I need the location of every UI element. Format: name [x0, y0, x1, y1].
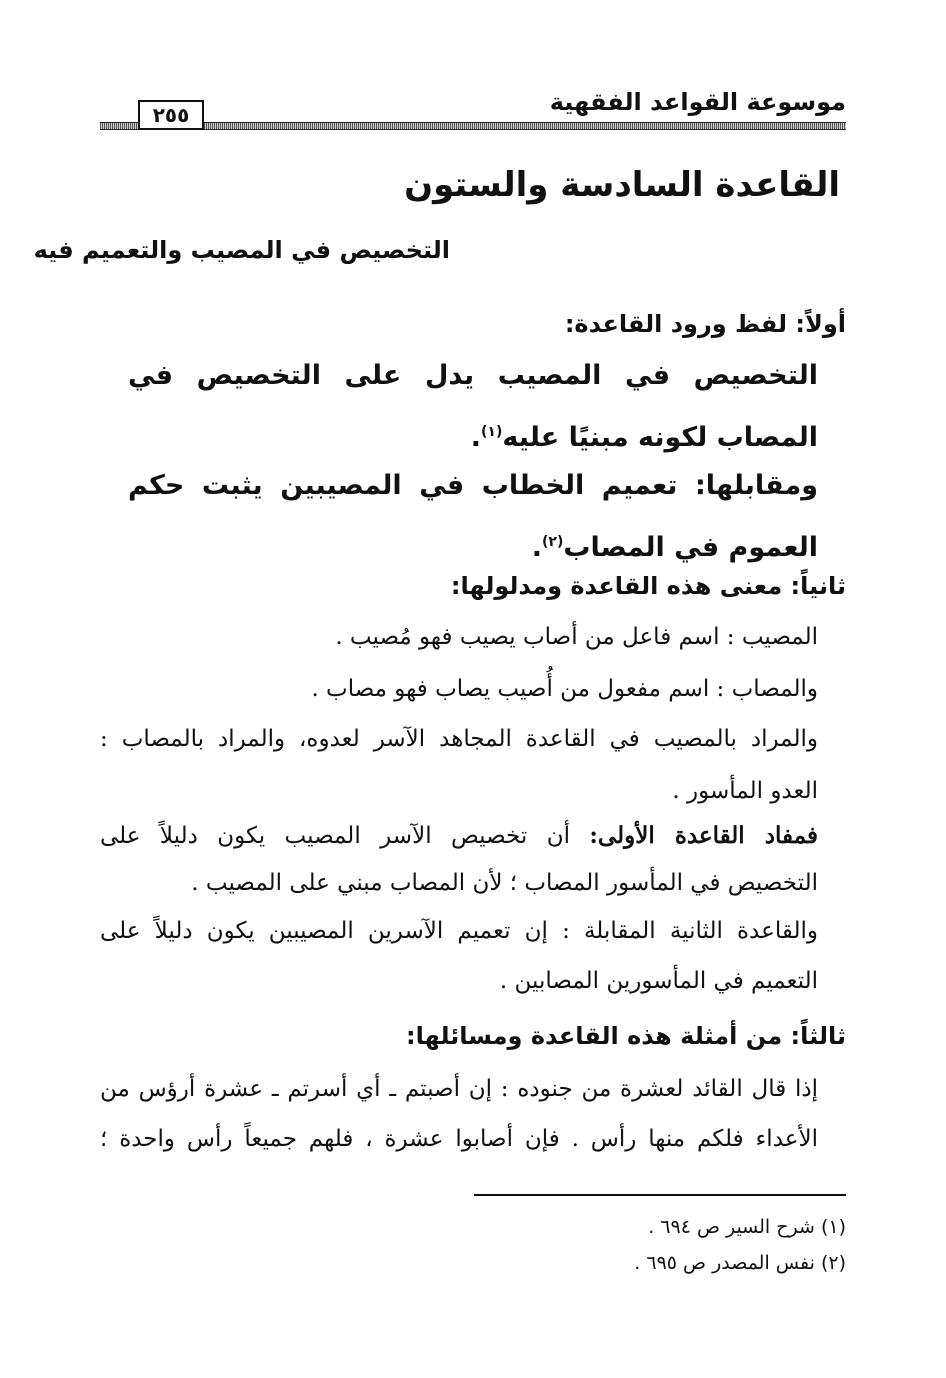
footnote-1: (١) شرح السير ص ٦٩٤ . — [648, 1216, 846, 1238]
footnote-separator — [474, 1194, 846, 1196]
body-line: العدو المأسور . — [672, 778, 818, 804]
body-line — [100, 822, 818, 849]
footnote-2: (٢) نفس المصدر ص ٦٩٥ . — [634, 1252, 846, 1274]
body-line: والمراد بالمصيب في القاعدة المجاهد الآسر لعدوه، والمراد بالمصاب : — [100, 726, 818, 752]
body-line: والمصاب : اسم مفعول من أُصيب يصاب فهو مصاب . — [311, 676, 818, 702]
book-title: موسوعة القواعد الفقهية — [549, 88, 846, 116]
rule-text-primary-body: التخصيص في المصيب يدل على التخصيص في المصاب لكونه مبنيًا عليه — [128, 360, 818, 453]
rule-name: التخصيص في المصيب والتعميم فيه — [33, 236, 450, 264]
rule-text-opposite — [128, 458, 818, 576]
rule-text-primary — [128, 348, 818, 466]
body-line: التخصيص في المأسور المصاب ؛ لأن المصاب مبني على المصيب . — [191, 870, 818, 896]
section-heading-1: أولاً: لفظ ورود القاعدة: — [564, 310, 846, 338]
running-header — [100, 82, 846, 134]
footnote-ref-2: (٢) — [542, 534, 564, 550]
section-heading-2: ثانياً: معنى هذه القاعدة ومدلولها: — [450, 572, 846, 600]
body-line: والقاعدة الثانية المقابلة : إن تعميم الآسرين المصيبين يكون دليلاً على — [100, 918, 818, 944]
body-line: التعميم في المأسورين المصابين . — [499, 968, 818, 994]
body-line: الأعداء فلكم منها رأس . فإن أصابوا عشرة ، فلهم جميعاً رأس واحدة ؛ — [100, 1126, 818, 1152]
section-heading-3: ثالثاً: من أمثلة هذه القاعدة ومسائلها: — [405, 1022, 846, 1050]
body-line-lead: فمفاد القاعدة الأولى: — [589, 822, 818, 849]
body-line: المصيب : اسم فاعل من أصاب يصيب فهو مُصيب . — [335, 624, 818, 650]
footnote-ref-1: (١) — [481, 424, 503, 440]
chapter-title: القاعدة السادسة والستون — [404, 165, 840, 205]
rule-text-opposite-body: ومقابلها: تعميم الخطاب في المصيبين يثبت حكم العموم في المصاب — [128, 470, 818, 563]
rule-text-primary-end: . — [470, 422, 481, 453]
page-number: ٢٥٥ — [138, 100, 204, 130]
body-line: إذا قال القائد لعشرة من جنوده : إن أصبتم ـ أي أسرتم ـ عشرة أرؤس من — [100, 1076, 818, 1102]
body-line-rest: أن تخصيص الآسر المصيب يكون دليلاً على — [100, 823, 590, 849]
header-rule — [100, 122, 846, 130]
rule-text-opposite-end: . — [531, 532, 543, 563]
